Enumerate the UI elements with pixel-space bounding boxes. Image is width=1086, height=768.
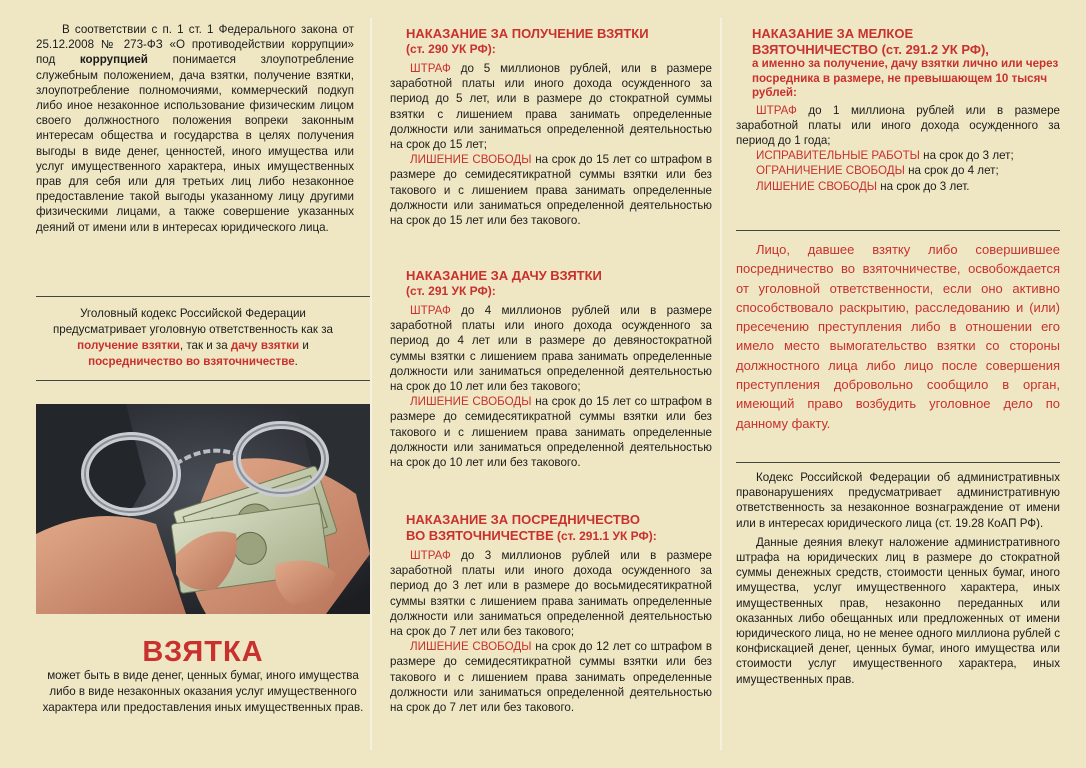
column-middle: [384, 0, 712, 768]
penalty-giving-section: [390, 268, 712, 470]
imprisonment-label: ЛИШЕНИЕ СВОБОДЫ: [410, 395, 532, 409]
koap-fine-paragraph: Данные деяния влекут наложение административного штрафа на юридических лиц в размере до стократной суммы денежных средств, стоимости ценных бумаг, иного имущества, услуг имущественного характера, иных имущественных прав, незаконно переданных или оказанных либо обещанных или предложенных от имени юридического лица, но не менее одного миллиона рублей с конфискацией денег, ценных бумаг, иного имущества или стоимости услуг имущественного характера, иных имущественных прав.: [736, 535, 1060, 686]
restriction-line: ОГРАНИЧЕНИЕ СВОБОДЫ на срок до 4 лет;: [756, 164, 999, 178]
bribe-description: может быть в виде денег, ценных бумаг, иного имущества либо в виде незаконных оказания услуг имущественного характера или предоставления иных имущественных прав.: [42, 669, 364, 714]
penalty-mediation-section: [390, 512, 712, 715]
section-heading: НАКАЗАНИЕ ЗА ДАЧУ ВЗЯТКИ (ст. 291 УК РФ):: [406, 268, 602, 298]
mediation-link: посредничество во взяточничестве: [88, 355, 295, 368]
fine-paragraph: ШТРАФ до 3 миллионов рублей или в размере заработной платы или иного дохода осужденного за период до 3 лет или в размере до восьмидесятикратной суммы взятки с лишением права занимать определенные должности или заниматься определенной деятельностью на срок до 7 лет или без такового;: [390, 549, 712, 639]
handcuffed-hands-money-photo: [36, 404, 370, 614]
giving-bribe-link: дачу взятки: [230, 339, 300, 352]
imprisonment-paragraph: ЛИШЕНИЕ СВОБОДЫ на срок до 15 лет со штрафом в размере до семидесятикратной суммы взятки или без такового и с лишением права занимать определенные должности или заниматься определенной деятельностью на срок до 15 лет или без такового.: [390, 153, 712, 228]
column-right: [730, 0, 1060, 768]
penalty-receiving-section: [390, 26, 712, 228]
administrative-section: [736, 470, 1060, 687]
fine-label: ШТРАФ: [756, 103, 797, 117]
imprisonment-paragraph: ЛИШЕНИЕ СВОБОДЫ на срок до 12 лет со штрафом в размере до семидесятикратной суммы взятки или без такового и с лишением права занимать определенные должности или заниматься определенной деятельностью на срок до 7 лет или без такового.: [390, 640, 712, 715]
column-separator: [370, 18, 372, 750]
correctional-work-line: ИСПРАВИТЕЛЬНЫЕ РАБОТЫ на срок до 3 лет;: [756, 149, 1014, 163]
divider: [736, 230, 1060, 231]
fine-paragraph: ШТРАФ до 1 миллиона рублей или в размере заработной платы или иного дохода осужденного за период до 1 года;: [736, 103, 1060, 147]
penalty-petty-section: [736, 26, 1060, 194]
criminal-code-note: Уголовный кодекс Российской Федерации предусматривает уголовную ответственность как за получение взятки, так и за дачу взятки и посредничество во взяточничестве.: [52, 307, 333, 368]
imprisonment-label: ЛИШЕНИЕ СВОБОДЫ: [410, 640, 532, 654]
fine-label: ШТРАФ: [410, 304, 451, 317]
divider: [736, 462, 1060, 463]
section-heading: НАКАЗАНИЕ ЗА ПОЛУЧЕНИЕ ВЗЯТКИ (ст. 290 УК РФ):: [406, 26, 649, 56]
divider: [36, 296, 370, 297]
exemption-notice: Лицо, давшее взятку либо совершившее посредничество во взяточничестве, освобождается от уголовной ответственности, если оно активно способствовало раскрытию, расследованию и (или) пресечению преступления либо в отношении его имело место вымогательство взятки со стороны должностного лица либо лицо после совершения преступления добровольно сообщило в орган, имеющий право возбудить уголовное дело по данному факту.: [736, 242, 1060, 431]
bribe-title: ВЗЯТКА: [142, 636, 264, 668]
imprisonment-line: ЛИШЕНИЕ СВОБОДЫ на срок до 3 лет.: [756, 179, 970, 193]
divider: [36, 380, 370, 381]
section-heading: НАКАЗАНИЕ ЗА МЕЛКОЕ ВЗЯТОЧНИЧЕСТВО (ст. 291.2 УК РФ),: [752, 26, 989, 57]
column-left: [18, 0, 364, 768]
fine-label: ШТРАФ: [410, 62, 451, 75]
corruption-definition: В соответствии с п. 1 ст. 1 Федерального закона от 25.12.2008 № 273-ФЗ «О противодействии коррупции» под коррупцией понимается злоупотребление служебным положением, дача взятки, получение взятки, злоупотребление полномочиями, коммерческий подкуп либо иное незаконное использование физическим лицом своего должностного положения вопреки законным интересам общества и государства в целях получения выгоды в виде денег, ценностей, иного имущества или услуг имущественного характера, иных имущественных прав для себя или для третьих лиц либо незаконное предоставление такой выгоды указанному лицу другими физическими лицами, а также совершение указанных деяний от имени или в интересах юридического лица.: [36, 23, 354, 234]
fine-label: ШТРАФ: [410, 549, 451, 562]
column-separator: [720, 18, 722, 750]
receiving-bribe-link: получение взятки: [77, 339, 180, 352]
section-subheading: а именно за получение, дачу взятки лично или через посредника в размере, не превышающем 10 тысяч рублей:: [752, 57, 1059, 99]
fine-paragraph: ШТРАФ до 4 миллионов рублей или в размере заработной платы или иного дохода осужденного за период до 4 лет или в размере до девяностократной суммы взятки с лишением права занимать определенные должности или заниматься определенной деятельностью на срок до 10 лет или без такового;: [390, 304, 712, 394]
corruption-term: коррупцией: [79, 53, 148, 67]
koap-paragraph: Кодекс Российской Федерации об административных правонарушениях предусматривает административную ответственность за незаконное вознаграждение от имени или в интересах юридического лица (ст. 19.28 КоАП РФ).: [736, 471, 1060, 530]
section-heading: НАКАЗАНИЕ ЗА ПОСРЕДНИЧЕСТВО ВО ВЗЯТОЧНИЧЕСТВЕ (ст. 291.1 УК РФ):: [406, 512, 657, 543]
fine-paragraph: ШТРАФ до 5 миллионов рублей, или в размере заработной платы или иного дохода осужденного за период до 5 лет, или в размере до стократной суммы взятки с лишением права занимать определенные должности или заниматься определенной деятельностью на срок до 15 лет;: [390, 62, 712, 152]
imprisonment-label: ЛИШЕНИЕ СВОБОДЫ: [410, 153, 532, 167]
imprisonment-paragraph: ЛИШЕНИЕ СВОБОДЫ на срок до 15 лет со штрафом в размере до семидесятикратной суммы взятки или без такового и с лишением права занимать определенные должности или заниматься определенной деятельностью на срок до 10 лет или без такового.: [390, 395, 712, 470]
